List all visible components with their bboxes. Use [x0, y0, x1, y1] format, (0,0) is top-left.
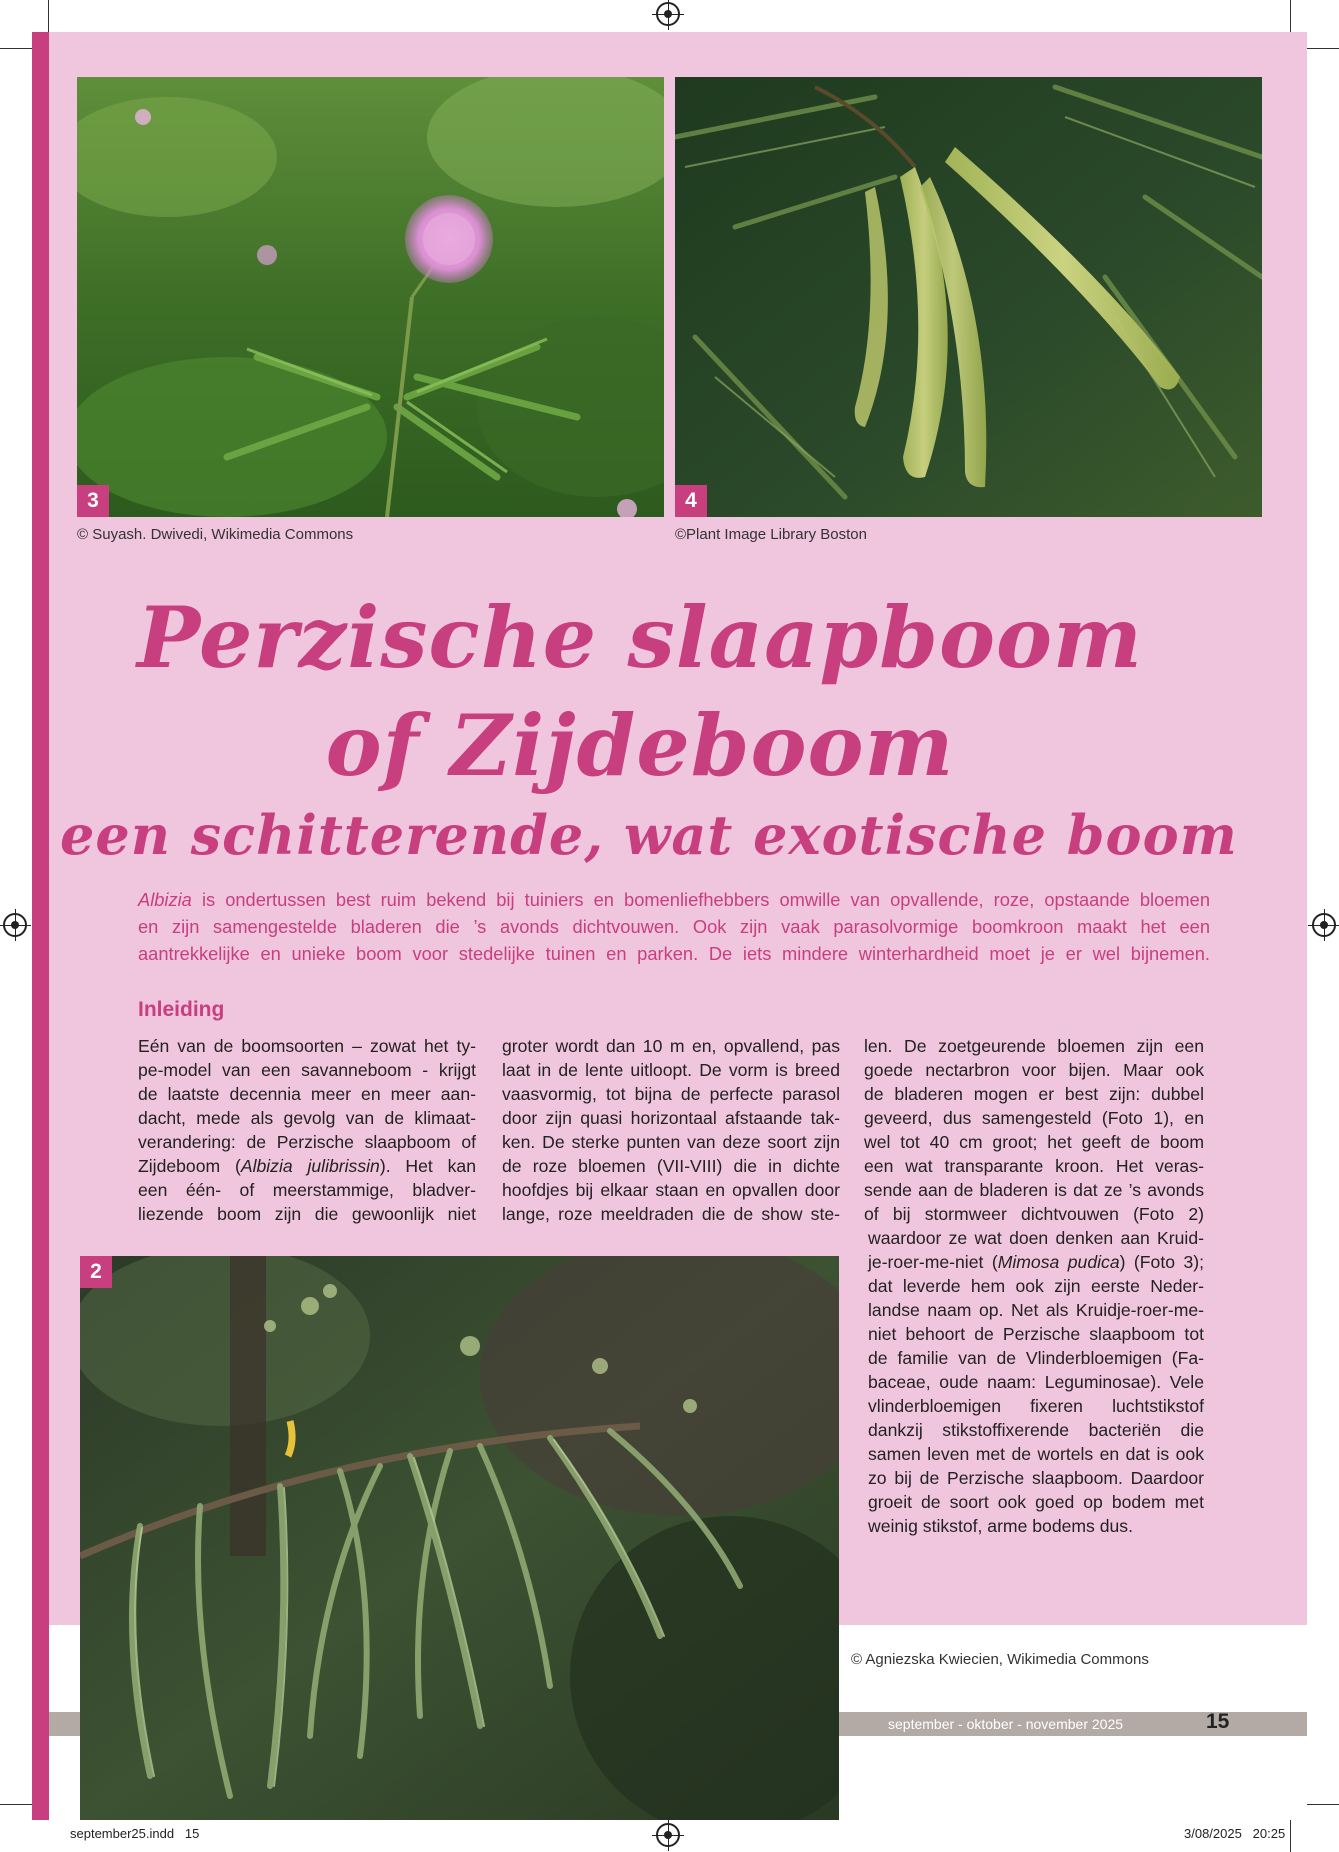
body-line: pe-model van een savanneboom - krijgt	[138, 1060, 476, 1080]
body-line: waardoor ze wat doen denken aan Kruid-	[868, 1228, 1204, 1248]
body-line: liezende boom zijn die gewoonlijk niet	[138, 1204, 476, 1224]
crop-mark	[1307, 48, 1339, 49]
slug-file: september25.indd 15	[70, 1826, 200, 1841]
body-line: of bij stormweer dichtvouwen (Foto 2)	[864, 1204, 1204, 1224]
body-line: len. De zoetgeurende bloemen zijn een	[864, 1036, 1204, 1056]
body-line: zo bij de Perzische slaapboom. Daardoor	[868, 1468, 1204, 1488]
registration-mark-icon	[656, 1823, 680, 1847]
slug-date: 3/08/2025 20:25	[1184, 1826, 1286, 1841]
body-line: samen leven met de wortels en dat is ook	[868, 1444, 1204, 1464]
intro-line	[138, 886, 1210, 913]
body-text: ). Het kan	[379, 1156, 476, 1176]
body-line: dankzij stikstoffixerende bacteriën die	[868, 1420, 1204, 1440]
body-line: geveerd, dus samengesteld (Foto 1), en	[864, 1108, 1204, 1128]
photo-number-badge: 4	[675, 485, 707, 517]
body-line: laat in de lente uitloopt. De vorm is breed	[502, 1060, 840, 1080]
body-line: groter wordt dan 10 m en, opvallend, pas	[502, 1036, 840, 1056]
body-line: Eén van de boomsoorten – zowat het ty-	[138, 1036, 476, 1056]
body-line: groeit de soort ook goed op bodem met	[868, 1492, 1204, 1512]
body-line	[138, 1154, 476, 1178]
page-number: 15	[1206, 1710, 1230, 1733]
body-line: goede nectarbron voor bijen. Maar ook	[864, 1060, 1204, 1080]
issue-date: september - oktober - november 2025	[888, 1716, 1124, 1732]
intro-paragraph	[138, 886, 1210, 967]
body-line: wel tot 40 cm groot; het geeft de boom	[864, 1132, 1204, 1152]
body-line: hoofdjes bij elkaar staan en opvallen door	[502, 1180, 840, 1200]
body-line	[868, 1250, 1204, 1274]
accent-side-bar	[32, 32, 49, 1820]
body-line: dacht, mede als gevolg van de klimaat-	[138, 1108, 476, 1128]
body-line: de roze bloemen (VII-VIII) die in dichte	[502, 1156, 840, 1176]
crop-mark	[1307, 1804, 1339, 1805]
body-line: weinig stikstof, arme bodems dus.	[868, 1516, 1133, 1536]
crop-mark	[0, 48, 32, 49]
article-title-line1: Perzische slaapboom	[137, 588, 1143, 687]
photo-albizia-branch	[80, 1256, 839, 1820]
body-line: de laatste decennia meer en meer aan-	[138, 1084, 476, 1104]
body-line: niet behoort de Perzische slaapboom tot	[868, 1324, 1204, 1344]
registration-mark-icon	[1312, 913, 1336, 937]
body-text: Zijdeboom (	[138, 1156, 241, 1176]
photo-credit: © Agniezska Kwiecien, Wikimedia Commons	[851, 1651, 1149, 1668]
photo-number-badge: 2	[80, 1256, 112, 1288]
intro-line: aantrekkelijke en unieke boom voor stedelijke tuinen en parken. De iets mindere winterhardheid moet je er wel bijnemen.	[138, 943, 1210, 964]
crop-mark	[0, 1804, 32, 1805]
seed-pods-image	[675, 77, 1262, 517]
body-line: dat leverde hem ook zijn eerste Neder-	[868, 1276, 1204, 1296]
body-line: een één- of meerstammige, bladver-	[138, 1180, 476, 1200]
body-line: sende aan de bladeren is dat ze ’s avonds	[864, 1180, 1204, 1200]
albizia-branch-image	[80, 1256, 839, 1820]
article-title-line2: of Zijdeboom	[325, 696, 955, 795]
intro-genus: Albizia	[138, 889, 192, 910]
body-line: verandering: de Perzische slaapboom of	[138, 1132, 476, 1152]
text-column-1	[138, 1034, 476, 1226]
article-subtitle: een schitterende, wat exotische boom	[60, 803, 1238, 867]
intro-line: en zijn samengestelde bladeren die ’s avonds dichtvouwen. Ook zijn vaak parasolvormige boomkroon maakt het een	[138, 916, 1210, 937]
body-line: lange, roze meeldraden die de show ste-	[502, 1204, 840, 1224]
body-line: een wat transparante kroon. Het veras-	[864, 1156, 1204, 1176]
photo-credit: ©Plant Image Library Boston	[675, 526, 867, 543]
species-name: Mimosa pudica	[997, 1252, 1120, 1272]
body-line: vlinderbloemigen fixeren luchtstikstof	[868, 1396, 1204, 1416]
species-name: Albizia julibrissin	[240, 1156, 380, 1176]
section-heading: Inleiding	[138, 998, 225, 1021]
body-line: de bladeren mogen er best zijn: dubbel	[864, 1084, 1204, 1104]
body-line: de familie van de Vlinderbloemigen (Fa-	[868, 1348, 1204, 1368]
crop-mark	[1290, 1820, 1291, 1852]
crop-mark	[1290, 0, 1291, 32]
photo-number-badge: 3	[77, 485, 109, 517]
registration-mark-icon	[3, 913, 27, 937]
photo-mimosa-flower	[77, 77, 664, 517]
registration-mark-icon	[656, 2, 680, 26]
body-line: vaasvormig, tot bijna de perfecte parasol	[502, 1084, 840, 1104]
body-line: door zijn quasi horizontaal afstaande tak-	[502, 1108, 840, 1128]
intro-line-text: is ondertussen best ruim bekend bij tuiniers en bomenliefhebbers omwille van opvallende, roze, opstaande bloemen	[191, 889, 1210, 910]
body-text: je-roer-me-niet (	[868, 1252, 998, 1272]
body-line: landse naam op. Net als Kruidje-roer-me-	[868, 1300, 1204, 1320]
body-line: baceae, oude naam: Leguminosae). Vele	[868, 1372, 1204, 1392]
text-column-2	[502, 1034, 840, 1226]
text-column-3	[864, 1034, 1204, 1538]
mimosa-flower-image	[77, 77, 664, 517]
body-text: ) (Foto 3);	[1119, 1252, 1204, 1272]
photo-seed-pods	[675, 77, 1262, 517]
photo-credit: © Suyash. Dwivedi, Wikimedia Commons	[77, 526, 354, 543]
body-line: ken. De sterke punten van deze soort zijn	[502, 1132, 840, 1152]
crop-mark	[48, 0, 49, 32]
